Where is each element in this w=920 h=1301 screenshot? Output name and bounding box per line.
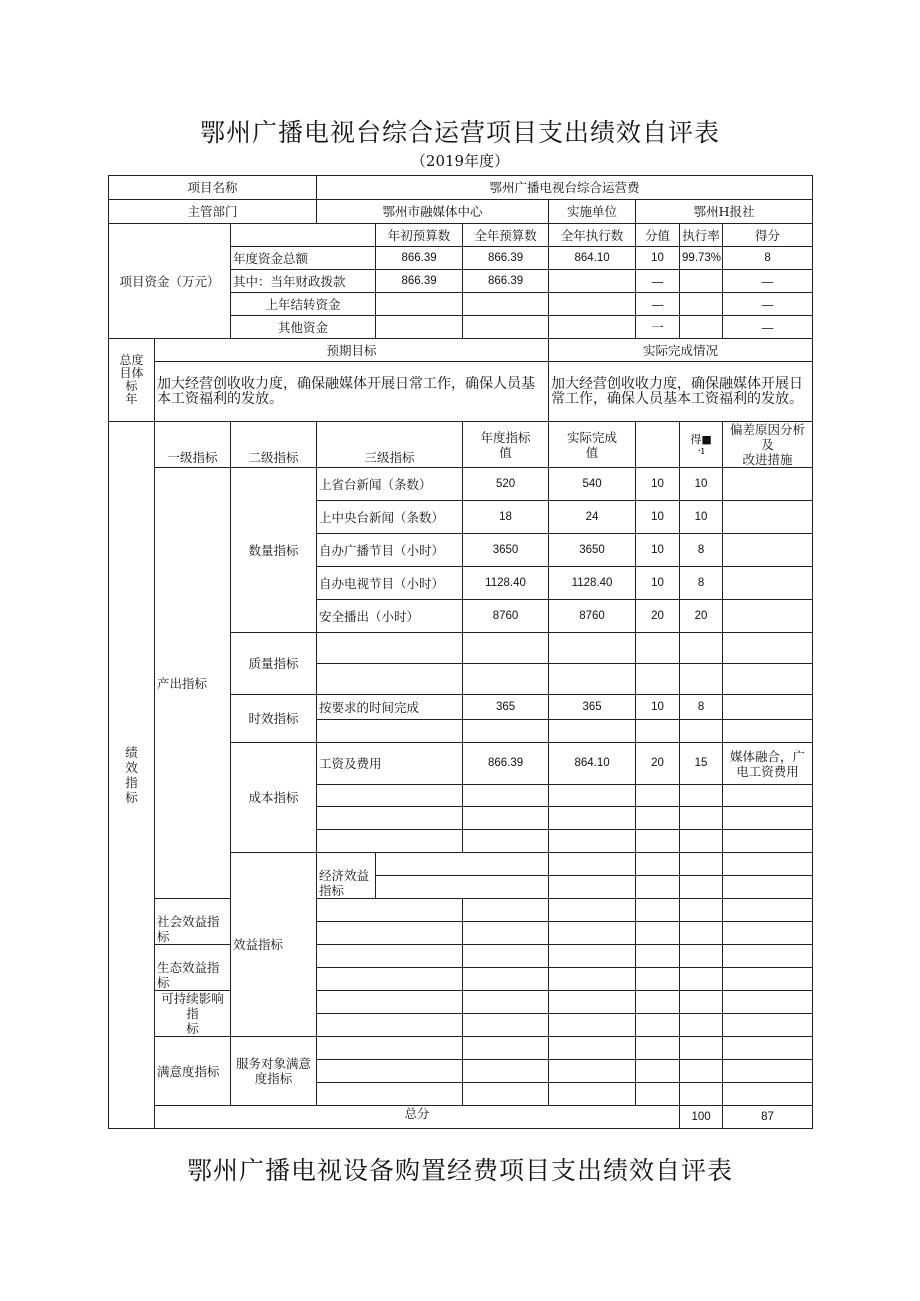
funds-rate <box>680 316 723 339</box>
col-got-header: 得分 <box>723 224 813 247</box>
indicator-score: 10 <box>636 501 680 534</box>
funds-full <box>463 316 549 339</box>
col-full-header: 全年预算数 <box>463 224 549 247</box>
indicator-name: 按要求的时间完成 <box>317 695 463 720</box>
indicator-got: 8 <box>680 534 723 567</box>
target-header: 年度指标 值 <box>463 422 549 468</box>
page-title: 鄂州广播电视台综合运营项目支出绩效自评表 <box>199 118 720 147</box>
indicator-score: 10 <box>636 468 680 501</box>
year-subtitle: （2019年度） <box>410 152 510 170</box>
indicator-target: 3650 <box>463 534 549 567</box>
indicator-got: 8 <box>680 695 723 720</box>
actual-goal-text: 加大经营创收收力度，确保融媒体开展日常工作，确保人员基本工资福利的发放。 <box>549 362 813 422</box>
col-score-header: 分值 <box>636 224 680 247</box>
funds-exec <box>549 293 636 316</box>
indicator-name: 自办电视节目（小时） <box>317 567 463 600</box>
expected-header: 预期目标 <box>155 339 549 362</box>
funds-label: 项目资金（万元） <box>109 224 231 339</box>
indicator-actual: 1128.40 <box>549 567 636 600</box>
indicator-target: 1128.40 <box>463 567 549 600</box>
l2-quantity: 数量指标 <box>231 468 317 633</box>
l1-output: 产出指标 <box>155 468 231 899</box>
indicator-reason: 媒体融合，广电工资费用 <box>723 743 813 785</box>
l2-timeliness: 时效指标 <box>231 695 317 743</box>
indicator-score: 10 <box>636 534 680 567</box>
actual-header: 实际完成情况 <box>549 339 813 362</box>
perf-side-label: 绩 效 指 标 <box>109 422 155 1129</box>
funds-init: 866.39 <box>376 270 463 293</box>
col-init-header: 年初预算数 <box>376 224 463 247</box>
l2-sustainable: 可持续影响指 标 <box>155 991 231 1037</box>
funds-rate <box>680 293 723 316</box>
l2-ecological: 生态效益指标 <box>155 945 231 991</box>
dept-value: 鄂州市融媒体中心 <box>317 200 549 224</box>
indicator-actual: 8760 <box>549 600 636 633</box>
total-label: 总分 <box>155 1106 680 1129</box>
indicator-score: 20 <box>636 743 680 785</box>
funds-full: 866.39 <box>463 270 549 293</box>
indicator-actual: 365 <box>549 695 636 720</box>
funds-exec <box>549 316 636 339</box>
indicator-score: 10 <box>636 695 680 720</box>
indicator-target: 8760 <box>463 600 549 633</box>
funds-rate <box>680 270 723 293</box>
second-title: 鄂州广播电视设备购置经费项目支出绩效自评表 <box>186 1156 733 1185</box>
indicator-name: 上省台新闻（条数） <box>317 468 463 501</box>
col-rate-header: 执行率 <box>680 224 723 247</box>
l1-benefit: 效益指标 <box>231 853 317 1037</box>
indicator-target: 866.39 <box>463 743 549 785</box>
funds-full <box>463 293 549 316</box>
l2-quality: 质量指标 <box>231 633 317 695</box>
l1-header: 一级指标 <box>155 422 231 468</box>
indicator-got: 10 <box>680 468 723 501</box>
funds-exec: 864.10 <box>549 247 636 270</box>
l2-social: 社会效益指标 <box>155 899 231 945</box>
funds-got: 8 <box>723 247 813 270</box>
funds-exec <box>549 270 636 293</box>
actual-value-header: 实际完成 值 <box>549 422 636 468</box>
l1-satisfaction: 满意度指标 <box>155 1037 231 1106</box>
funds-got: — <box>723 293 813 316</box>
total-got: 87 <box>723 1106 813 1129</box>
impl-unit-label: 实施单位 <box>549 200 636 224</box>
l2-header: 二级指标 <box>231 422 317 468</box>
funds-got: — <box>723 316 813 339</box>
indicator-score: 20 <box>636 600 680 633</box>
project-name-value: 鄂州广播电视台综合运营费 <box>317 176 813 200</box>
l3-header: 三级指标 <box>317 422 463 468</box>
got-header: 得■ ·ı <box>680 422 723 468</box>
funds-init: 866.39 <box>376 247 463 270</box>
indicator-name: 安全播出（小时） <box>317 600 463 633</box>
col-exec-header: 全年执行数 <box>549 224 636 247</box>
project-name-label: 项目名称 <box>109 176 317 200</box>
funds-score: — <box>636 293 680 316</box>
indicator-actual: 540 <box>549 468 636 501</box>
funds-score: 10 <box>636 247 680 270</box>
funds-score: — <box>636 270 680 293</box>
l2-economic: 经济效益指标 <box>317 853 376 899</box>
expected-goal-text: 加大经营创收收力度，确保融媒体开展日常工作，确保人员基本工资福利的发放。 <box>155 362 549 422</box>
impl-unit-value: 鄂州H报社 <box>636 200 813 224</box>
indicator-target: 365 <box>463 695 549 720</box>
funds-rate: 99.73% <box>680 247 723 270</box>
indicator-name: 工资及费用 <box>317 743 463 785</box>
funds-row-label: 年度资金总额 <box>231 247 376 270</box>
indicator-actual: 3650 <box>549 534 636 567</box>
indicator-got: 15 <box>680 743 723 785</box>
funds-full: 866.39 <box>463 247 549 270</box>
reason-header: 偏差原因分析及 改进措施 <box>723 422 813 468</box>
indicator-actual: 24 <box>549 501 636 534</box>
l2-cost: 成本指标 <box>231 743 317 853</box>
indicator-target: 18 <box>463 501 549 534</box>
indicator-name: 自办广播节目（小时） <box>317 534 463 567</box>
funds-score: 一 <box>636 316 680 339</box>
l2-service: 服务对象满意 度指标 <box>231 1037 317 1106</box>
indicator-got: 10 <box>680 501 723 534</box>
funds-got: — <box>723 270 813 293</box>
total-score: 100 <box>680 1106 723 1129</box>
funds-row-label: 其他资金 <box>231 316 376 339</box>
evaluation-table <box>108 175 813 1129</box>
funds-row-label: 上年结转资金 <box>231 293 376 316</box>
indicator-name: 上中央台新闻（条数） <box>317 501 463 534</box>
indicator-got: 8 <box>680 567 723 600</box>
indicator-actual: 864.10 <box>549 743 636 785</box>
indicator-score: 10 <box>636 567 680 600</box>
funds-row-label: 其中：当年财政拨款 <box>231 270 376 293</box>
funds-init <box>376 316 463 339</box>
dept-label: 主管部门 <box>109 200 317 224</box>
funds-init <box>376 293 463 316</box>
indicator-target: 520 <box>463 468 549 501</box>
goal-side-label: 总度 目体 标 年 <box>109 339 155 422</box>
indicator-got: 20 <box>680 600 723 633</box>
